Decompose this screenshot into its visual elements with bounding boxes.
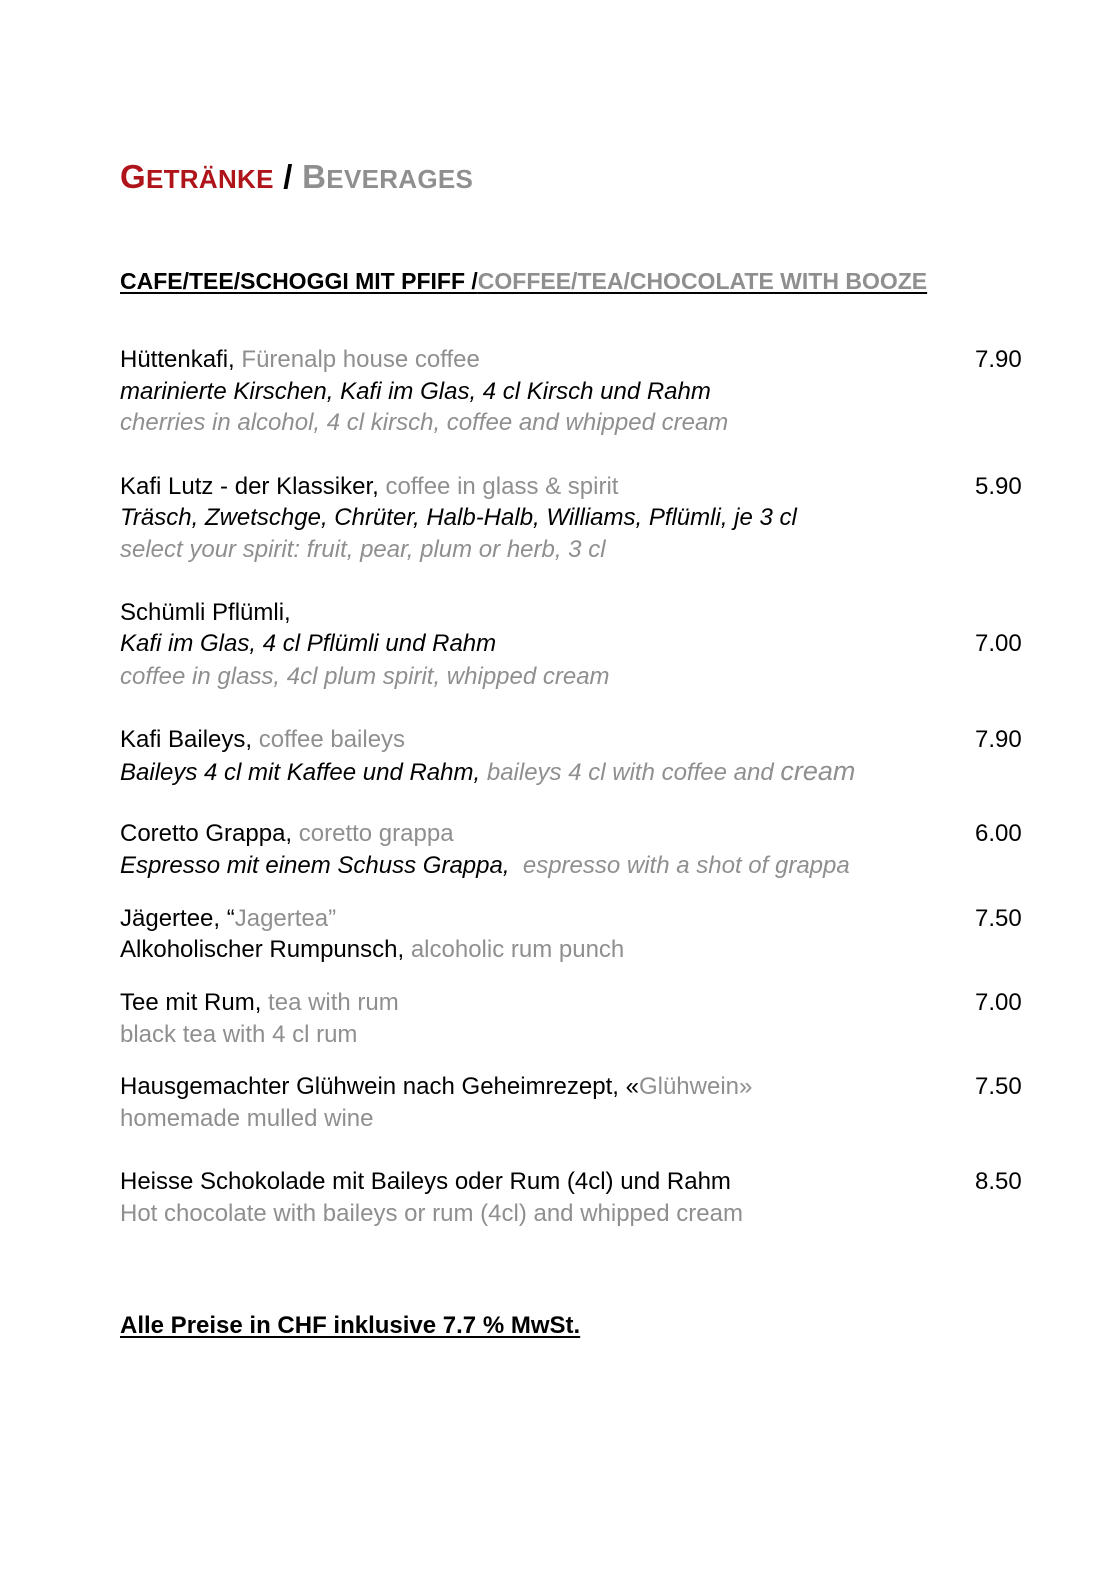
item-name-english: Glühwein» [638, 1073, 753, 1100]
item-description-line [120, 756, 855, 788]
item-price: 7.50 [975, 1073, 1022, 1100]
item-name: Kafi Baileys, [120, 726, 253, 753]
item-description-german: Alkoholischer Rumpunsch, [120, 936, 405, 963]
section-title-english: COFFEE/TEA/CHOCOLATE WITH BOOZE [477, 268, 928, 294]
item-price: 5.90 [975, 473, 1022, 500]
item-description-german: Kafi im Glas, 4 cl Pflümli und Rahm [120, 630, 497, 657]
item-price: 8.50 [975, 1168, 1022, 1195]
title-english: BEVERAGES [302, 158, 474, 195]
item-name: Hausgemachter Glühwein nach Geheimrezept, « [120, 1073, 639, 1100]
item-name-line [120, 988, 399, 1018]
title-separator: / [283, 158, 293, 195]
item-price: 7.90 [975, 346, 1022, 373]
item-description-english: select your spirit: fruit, pear, plum or herb, 3 cl [120, 536, 606, 563]
section-title-german: CAFE/TEE/SCHOGGI MIT PFIFF / [120, 268, 478, 294]
item-name: Schümli Pflümli, [120, 599, 291, 626]
item-name-english: coretto grappa [298, 820, 454, 847]
item-description-english: alcoholic rum punch [410, 936, 625, 963]
item-name-line [120, 345, 480, 375]
item-description-german: Baileys 4 cl mit Kaffee und Rahm, [120, 759, 481, 786]
item-name: Coretto Grappa, [120, 820, 293, 847]
item-name-english: coffee in glass & spirit [385, 473, 619, 500]
item-name-english: coffee baileys [258, 726, 406, 753]
item-name-line [120, 598, 291, 628]
item-description-line [120, 851, 850, 881]
item-description-english: black tea with 4 cl rum [120, 1021, 358, 1048]
item-description-german: Espresso mit einem Schuss Grappa, [120, 852, 510, 879]
item-description-line [120, 935, 624, 965]
item-price: 7.00 [975, 630, 1022, 657]
item-description-english: coffee in glass, 4cl plum spirit, whipped cream [120, 663, 610, 690]
item-name-line [120, 472, 618, 502]
item-description-english: homemade mulled wine [120, 1105, 374, 1132]
item-description-english: espresso with a shot of grappa [522, 852, 850, 879]
item-name-english: Fürenalp house coffee [241, 346, 480, 373]
item-name: Heisse Schokolade mit Baileys oder Rum (4cl) und Rahm [120, 1168, 731, 1195]
item-price: 6.00 [975, 820, 1022, 847]
item-price: 7.50 [975, 905, 1022, 932]
section-heading [120, 268, 927, 295]
title-german: GETRÄNKE [120, 158, 274, 195]
item-description-english: baileys 4 cl with coffee and [486, 759, 774, 786]
item-name-line [120, 819, 454, 849]
item-description-english: cherries in alcohol, 4 cl kirsch, coffee and whipped cream [120, 409, 729, 436]
item-name-line [120, 1072, 752, 1102]
item-name-line [120, 1167, 731, 1197]
page-title [120, 158, 473, 196]
item-name-line [120, 904, 336, 934]
price-note: Alle Preise in CHF inklusive 7.7 % MwSt. [120, 1312, 581, 1339]
item-description-german: Träsch, Zwetschge, Chrüter, Halb-Halb, Williams, Pflümli, je 3 cl [120, 504, 797, 531]
item-name: Hüttenkafi, [120, 346, 235, 373]
item-description-german: marinierte Kirschen, Kafi im Glas, 4 cl Kirsch und Rahm [120, 378, 711, 405]
item-name-english: Jagertea” [234, 905, 337, 932]
item-name-english: tea with rum [268, 989, 399, 1016]
item-name-line [120, 725, 405, 755]
item-description-english: Hot chocolate with baileys or rum (4cl) and whipped cream [120, 1200, 743, 1227]
item-name: Jägertee, “ [120, 905, 235, 932]
item-name: Kafi Lutz - der Klassiker, [120, 473, 379, 500]
item-price: 7.00 [975, 989, 1022, 1016]
item-name: Tee mit Rum, [120, 989, 262, 1016]
item-description-english-end: cream [780, 756, 856, 786]
item-price: 7.90 [975, 726, 1022, 753]
